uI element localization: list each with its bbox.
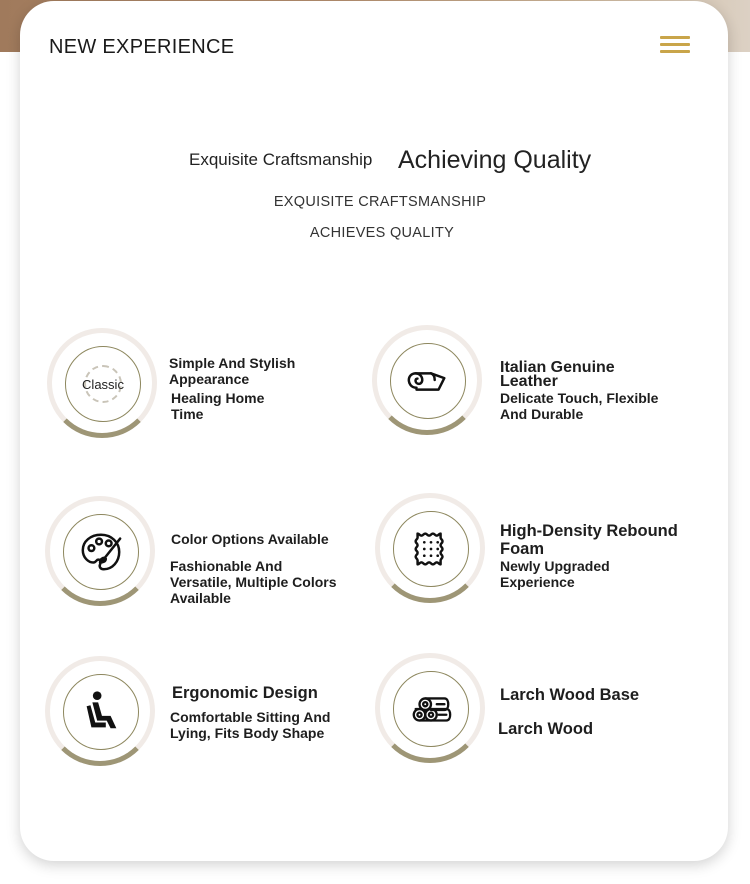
hamburger-menu-icon[interactable] [660, 36, 690, 54]
headline-left: Exquisite Craftsmanship [189, 150, 373, 169]
leather-roll-icon [390, 343, 466, 419]
headline-right: Achieving Quality [398, 146, 592, 174]
feature-title-appearance: Simple And Stylish Appearance [169, 355, 296, 387]
seated-person-icon [63, 674, 139, 750]
headline-subtitle-1: EXQUISITE CRAFTSMANSHIP [273, 194, 487, 210]
brand-title: NEW EXPERIENCE [49, 36, 235, 58]
feature-desc-leather: Delicate Touch, Flexible And Durable [500, 390, 659, 422]
classic-badge-label: Classic [82, 376, 124, 392]
feature-desc-foam: Newly Upgraded Experience [500, 558, 610, 590]
feature-title-colors: Color Options Available [171, 531, 329, 547]
foam-pad-icon [393, 511, 469, 587]
classic-badge-icon [65, 346, 141, 422]
feature-desc-appearance: Healing Home Time [171, 390, 265, 422]
menu-line [660, 50, 690, 53]
feature-desc-wood: Larch Wood [498, 720, 594, 738]
feature-title-wood: Larch Wood Base [500, 686, 640, 704]
menu-line [660, 36, 690, 39]
feature-title-foam: High-Density Rebound Foam [500, 522, 678, 558]
feature-title-ergonomic: Ergonomic Design [172, 684, 318, 702]
wood-logs-icon [393, 671, 469, 747]
feature-title-leather: Italian Genuine Leather [500, 359, 615, 390]
feature-desc-colors: Fashionable And Versatile, Multiple Colors Available [170, 558, 337, 606]
headline-subtitle-2: ACHIEVES QUALITY [309, 225, 455, 241]
menu-line [660, 43, 690, 46]
feature-desc-ergonomic: Comfortable Sitting And Lying, Fits Body Shape [170, 709, 331, 741]
palette-icon [63, 514, 139, 590]
